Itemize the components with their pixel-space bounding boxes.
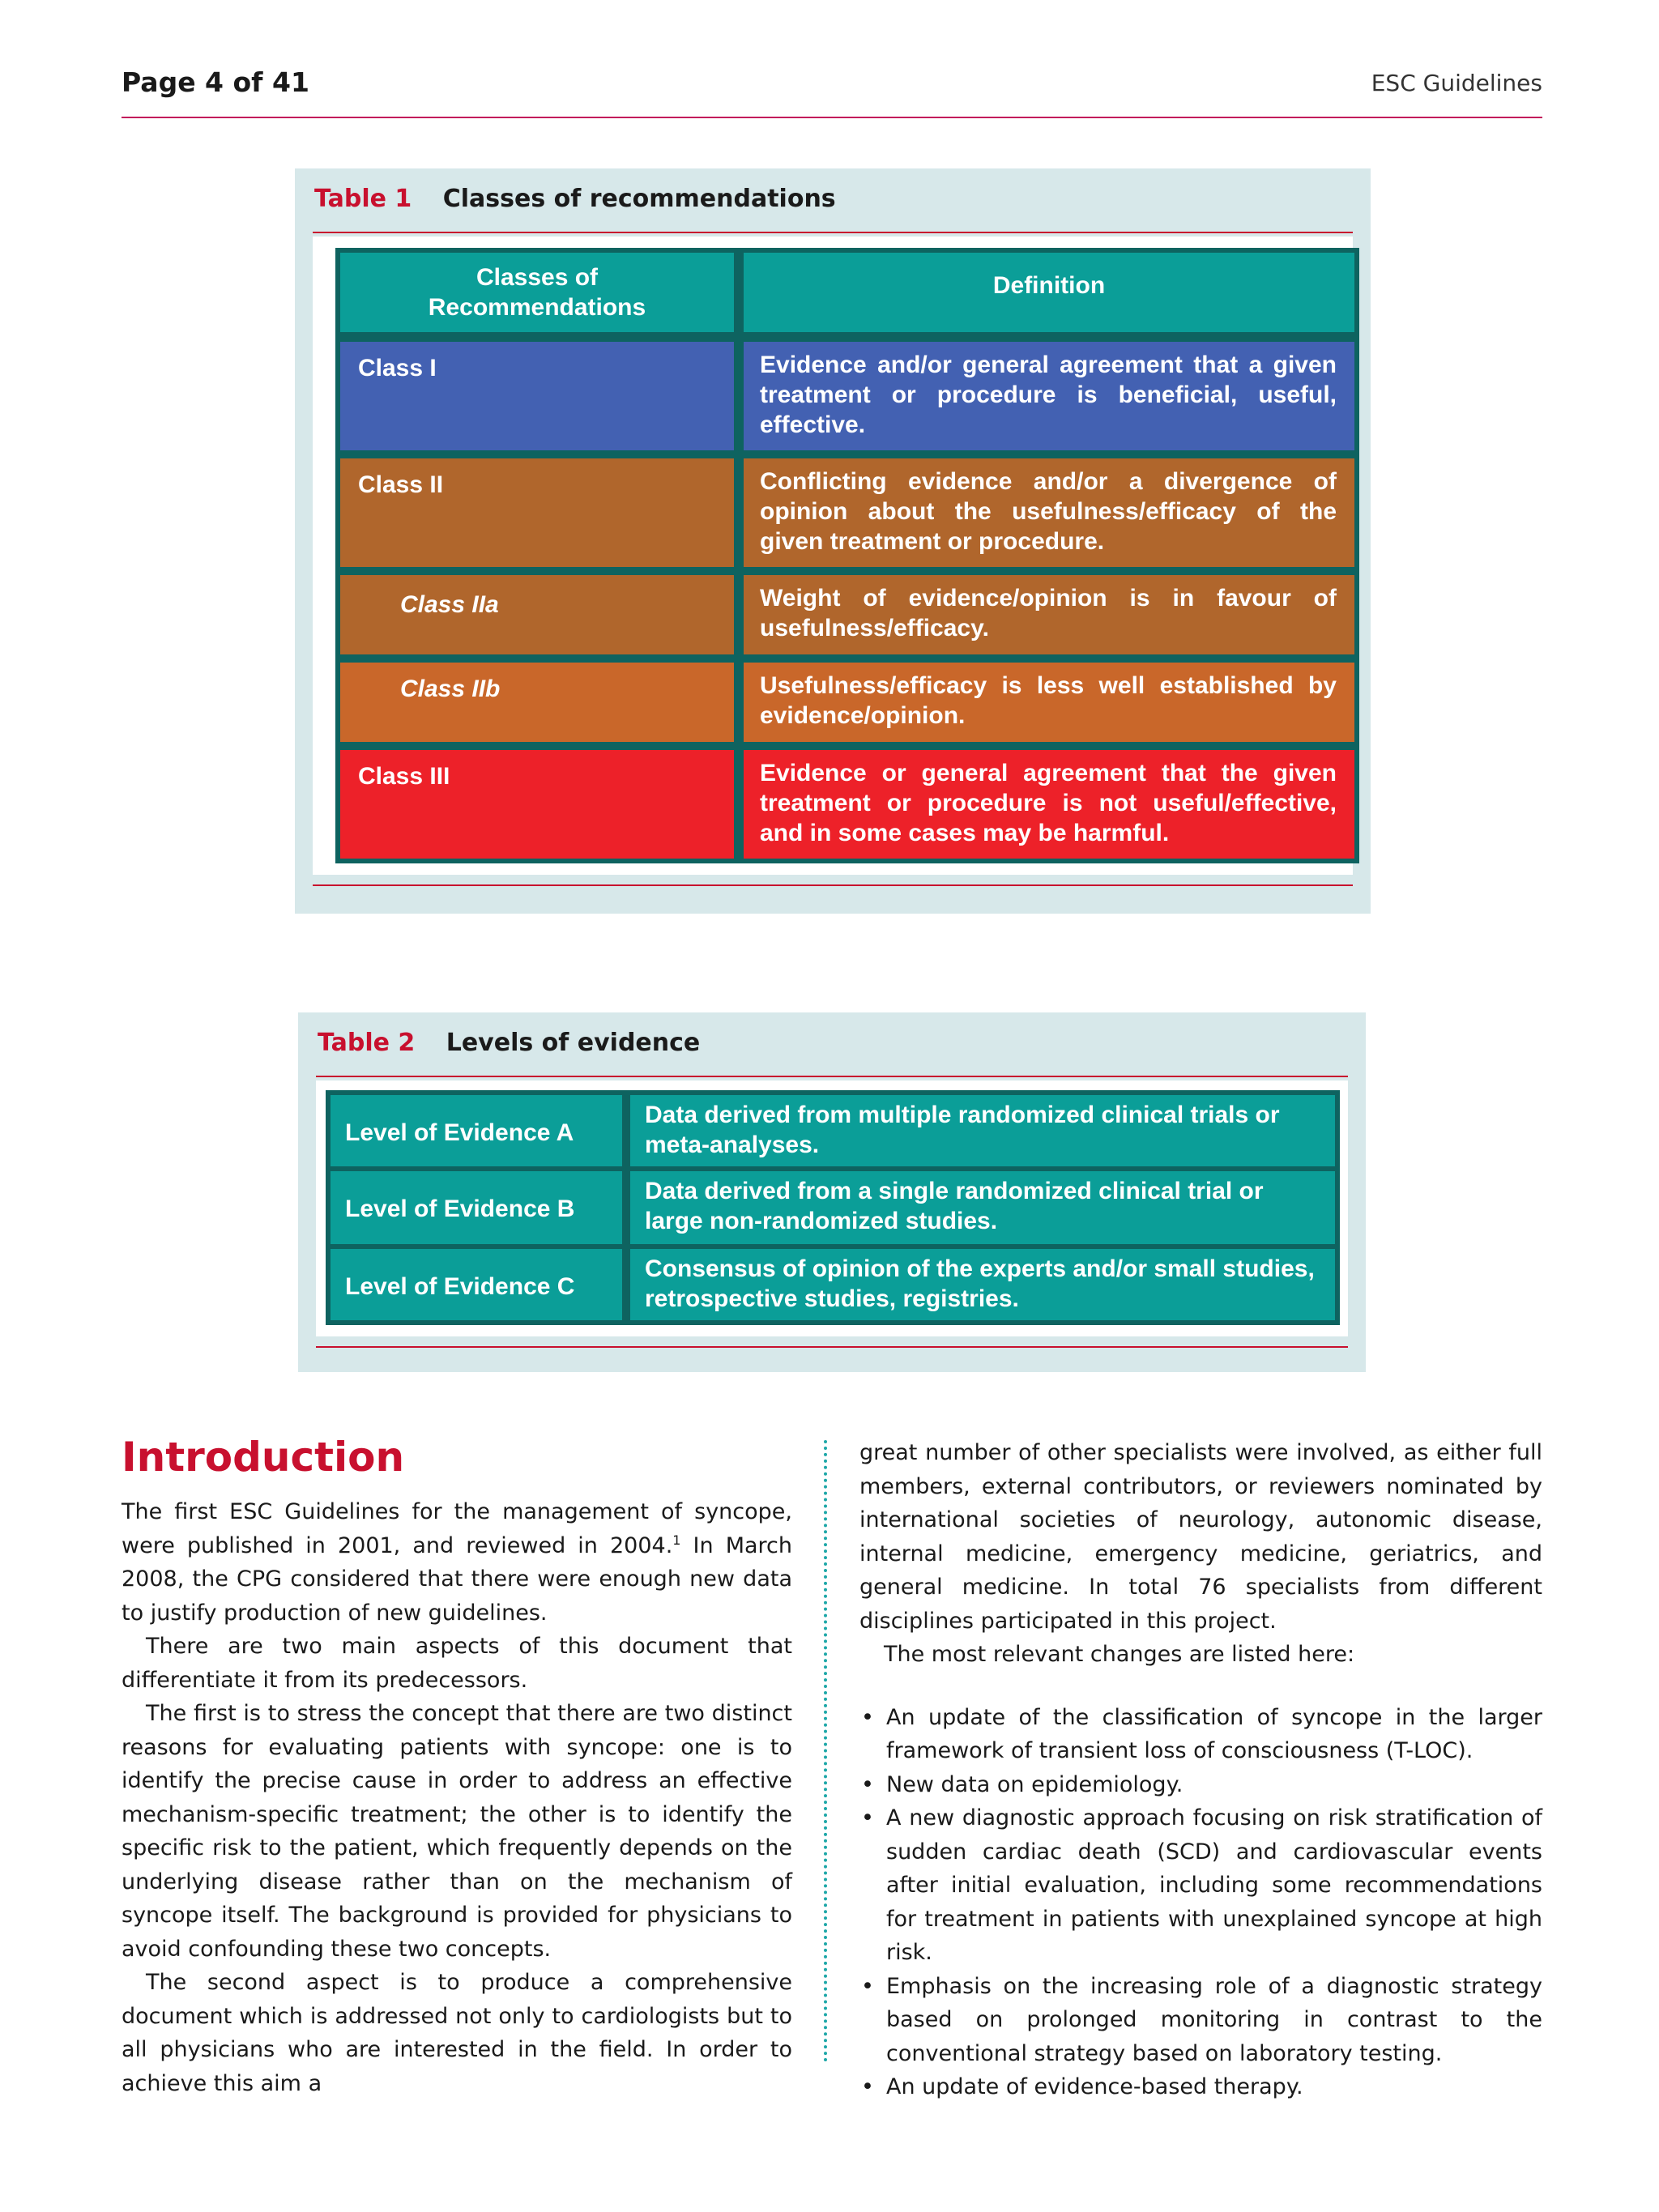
table-2-bottom-rule xyxy=(316,1346,1348,1348)
table-1-caption xyxy=(314,185,836,213)
table-2-title: Levels of evidence xyxy=(446,1029,701,1057)
running-title: ESC Guidelines xyxy=(1371,70,1542,96)
class-definition: Weight of evidence/opinion is in favour of usefulness/efficacy. xyxy=(744,575,1354,654)
evidence-level-label: Level of Evidence A xyxy=(331,1095,622,1166)
evidence-level-definition: Consensus of opinion of the experts and/or small studies, retrospective studies, registries. xyxy=(630,1249,1335,1320)
section-heading-introduction: Introduction xyxy=(122,1434,405,1481)
table-1-title: Classes of recommendations xyxy=(442,185,836,213)
right-column xyxy=(859,1436,1542,2104)
table-1-grid xyxy=(335,248,1359,863)
list-item: • New data on epidemiology. xyxy=(859,1768,1542,1802)
paragraph-text: In March 2008, the CPG considered that there were enough new data to justify production of new guidelines. xyxy=(122,1532,793,1626)
table-1-top-rule xyxy=(313,232,1353,233)
list-item: • Emphasis on the increasing role of a diagnostic strategy based on prolonged monitoring in contrast to the conventional strategy based on laboratory testing. xyxy=(859,1970,1542,2071)
evidence-level-definition: Data derived from multiple randomized clinical trials or meta-analyses. xyxy=(630,1095,1335,1166)
class-definition: Usefulness/efficacy is less well established by evidence/opinion. xyxy=(744,663,1354,742)
table-1-number: Table 1 xyxy=(314,185,412,213)
class-definition: Evidence and/or general agreement that a given treatment or procedure is beneficial, useful, effective. xyxy=(744,342,1354,450)
column-divider xyxy=(824,1440,827,2062)
class-label: Class IIb xyxy=(340,663,734,742)
class-definition: Evidence or general agreement that the given treatment or procedure is not useful/effective, and in some cases may be harmful. xyxy=(744,750,1354,859)
evidence-level-label: Level of Evidence C xyxy=(331,1249,622,1320)
list-item: • A new diagnostic approach focusing on risk stratification of sudden cardiac death (SCD) and cardiovascular events after initial evaluation, including some recommendations for treatment in patients with unexplained syncope at high risk. xyxy=(859,1801,1542,1970)
paragraph: The first is to stress the concept that there are two distinct reasons for evaluating patients with syncope: one is to identify the precise cause in order to address an effective mechanism-specific treatment; the other is to identify the specific risk to the patient, which frequently depends on the underlying disease rather than on the mechanism of syncope itself. The background is provided for physicians to avoid confounding these two concepts. xyxy=(122,1701,792,1962)
paragraph: great number of other specialists were involved, as either full members, external contributors, or reviewers nominated by international societies of neurology, autonomic disease, internal medicine, emergency medicine, geriatrics, and general medicine. In total 76 specialists from different disciplines participated in this project. xyxy=(859,1440,1542,1634)
page-header xyxy=(122,63,1542,118)
table-1-header-definition: Definition xyxy=(744,253,1354,332)
class-label: Class II xyxy=(340,458,734,567)
evidence-level-definition: Data derived from a single randomized clinical trial or large non-randomized studies. xyxy=(630,1171,1335,1244)
table-1-header-classes: Classes of Recommendations xyxy=(340,253,734,332)
paragraph xyxy=(122,1495,792,1630)
list-item: • An update of the classification of syncope in the larger framework of transient loss of consciousness (T-LOC). xyxy=(859,1701,1542,1768)
changes-list xyxy=(859,1701,1542,2104)
table-2-number: Table 2 xyxy=(318,1029,416,1057)
paragraph: There are two main aspects of this document that differentiate it from its predecessors. xyxy=(122,1634,792,1693)
table-2-panel xyxy=(316,1080,1348,1336)
class-label: Class I xyxy=(340,342,734,450)
paragraph-text: The first ESC Guidelines for the management of syncope, were published in 2001, and reviewed in 2004. xyxy=(122,1499,792,1558)
paragraph: The second aspect is to produce a comprehensive document which is addressed not only to cardiologists but to all physicians who are interested in the field. In order to achieve this aim a xyxy=(122,1970,792,2096)
class-label: Class III xyxy=(340,750,734,859)
list-item: • An update of evidence-based therapy. xyxy=(859,2070,1542,2104)
table-1-panel xyxy=(313,237,1353,875)
table-1-bottom-rule xyxy=(313,884,1353,886)
reference-superscript[interactable]: 1 xyxy=(672,1532,681,1548)
class-definition: Conflicting evidence and/or a divergence of opinion about the usefulness/efficacy of the given treatment or procedure. xyxy=(744,458,1354,567)
table-2-grid xyxy=(326,1090,1340,1325)
page-number: Page 4 of 41 xyxy=(122,66,309,98)
table-2-caption xyxy=(318,1029,700,1057)
class-label: Class IIa xyxy=(340,575,734,654)
table-2-top-rule xyxy=(316,1076,1348,1077)
left-column xyxy=(122,1495,792,2100)
table-2-box xyxy=(298,1012,1366,1372)
paragraph: The most relevant changes are listed here: xyxy=(884,1642,1355,1667)
table-1-box xyxy=(295,168,1371,914)
evidence-level-label: Level of Evidence B xyxy=(331,1171,622,1244)
